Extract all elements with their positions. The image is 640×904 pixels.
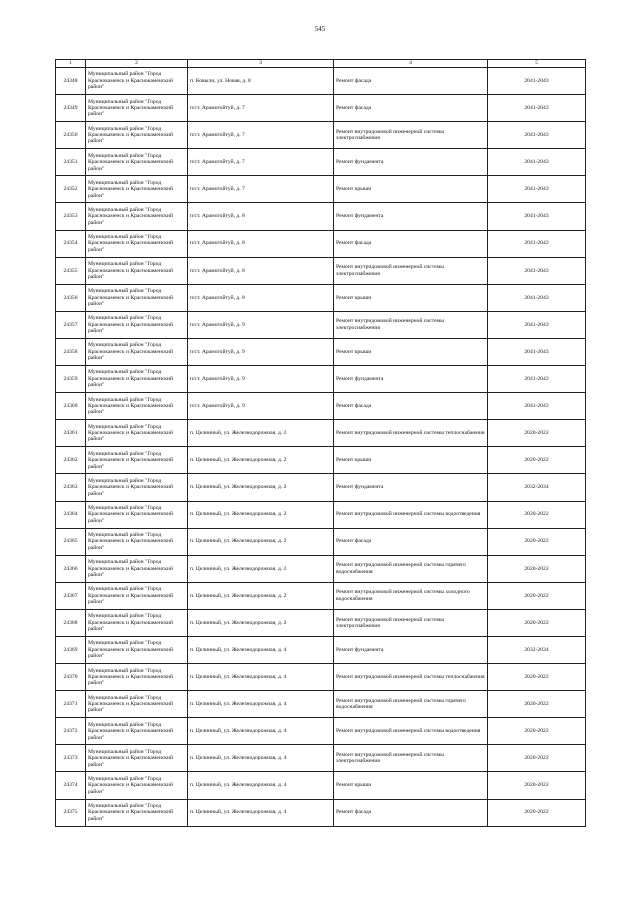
- period-cell: 2020-2022: [488, 745, 586, 772]
- address-cell: п. Целинный, ул. Железнодорожная, д. 4: [188, 745, 334, 772]
- row-number-cell: 24366: [56, 555, 86, 582]
- row-number-cell: 24375: [56, 799, 86, 826]
- registry-table: [55, 59, 586, 827]
- table-row: [56, 149, 586, 176]
- row-number-cell: 24369: [56, 636, 86, 663]
- work-type-cell: Ремонт внутридомовой инженерной системы теплоснабжения: [334, 420, 488, 447]
- header-row: [56, 60, 586, 68]
- table-row: [56, 745, 586, 772]
- row-number-cell: 24367: [56, 582, 86, 609]
- period-cell: 2020-2022: [488, 691, 586, 718]
- district-cell: Муниципальный район "Город Краснокаменск и Краснокаменский район": [86, 528, 188, 555]
- row-number-cell: 24368: [56, 609, 86, 636]
- table-header: [56, 60, 586, 68]
- work-type-cell: Ремонт крыши: [334, 284, 488, 311]
- row-number-cell: 24351: [56, 149, 86, 176]
- address-cell: п/ст. Арамогойтуй, д. 8: [188, 203, 334, 230]
- work-type-cell: Ремонт крыши: [334, 447, 488, 474]
- district-cell: Муниципальный район "Город Краснокаменск и Краснокаменский район": [86, 149, 188, 176]
- address-cell: п. Целинный, ул. Железнодорожная, д. 4: [188, 799, 334, 826]
- address-cell: п. Целинный, ул. Железнодорожная, д. 2: [188, 447, 334, 474]
- period-cell: 2041-2043: [488, 95, 586, 122]
- row-number-cell: 24355: [56, 257, 86, 284]
- district-cell: Муниципальный район "Город Краснокаменск и Краснокаменский район": [86, 284, 188, 311]
- period-cell: 2041-2043: [488, 284, 586, 311]
- work-type-cell: Ремонт внутридомовой инженерной системы горячего водоснабжения: [334, 691, 488, 718]
- work-type-cell: Ремонт внутридомовой инженерной системы водоотведения: [334, 718, 488, 745]
- table-row: [56, 555, 586, 582]
- district-cell: Муниципальный район "Город Краснокаменск и Краснокаменский район": [86, 366, 188, 393]
- address-cell: п/ст. Арамогойтуй, д. 7: [188, 122, 334, 149]
- table-row: [56, 636, 586, 663]
- header-col-2: 2: [86, 60, 188, 68]
- address-cell: п. Целинный, ул. Железнодорожная, д. 2: [188, 474, 334, 501]
- district-cell: Муниципальный район "Город Краснокаменск и Краснокаменский район": [86, 474, 188, 501]
- period-cell: 2020-2022: [488, 799, 586, 826]
- table-row: [56, 772, 586, 799]
- district-cell: Муниципальный район "Город Краснокаменск и Краснокаменский район": [86, 691, 188, 718]
- district-cell: Муниципальный район "Город Краснокаменск и Краснокаменский район": [86, 203, 188, 230]
- table-row: [56, 203, 586, 230]
- address-cell: п. Целинный, ул. Железнодорожная, д. 2: [188, 609, 334, 636]
- district-cell: Муниципальный район "Город Краснокаменск и Краснокаменский район": [86, 745, 188, 772]
- row-number-cell: 24370: [56, 664, 86, 691]
- table-row: [56, 284, 586, 311]
- work-type-cell: Ремонт внутридомовой инженерной системы теплоснабжения: [334, 664, 488, 691]
- work-type-cell: Ремонт внутридомовой инженерной системы водоотведения: [334, 501, 488, 528]
- period-cell: 2041-2043: [488, 230, 586, 257]
- period-cell: 2020-2022: [488, 528, 586, 555]
- row-number-cell: 24350: [56, 122, 86, 149]
- period-cell: 2041-2043: [488, 366, 586, 393]
- district-cell: Муниципальный район "Город Краснокаменск и Краснокаменский район": [86, 555, 188, 582]
- work-type-cell: Ремонт внутридомовой инженерной системы электроснабжения: [334, 257, 488, 284]
- row-number-cell: 24352: [56, 176, 86, 203]
- address-cell: п. Целинный, ул. Железнодорожная, д. 2: [188, 420, 334, 447]
- table-row: [56, 718, 586, 745]
- period-cell: 2020-2022: [488, 718, 586, 745]
- address-cell: п. Целинный, ул. Железнодорожная, д. 4: [188, 718, 334, 745]
- work-type-cell: Ремонт внутридомовой инженерной системы электроснабжения: [334, 609, 488, 636]
- address-cell: п. Целинный, ул. Железнодорожная, д. 4: [188, 636, 334, 663]
- row-number-cell: 24358: [56, 338, 86, 365]
- period-cell: 2020-2022: [488, 420, 586, 447]
- period-cell: 2032-2034: [488, 474, 586, 501]
- period-cell: 2041-2043: [488, 338, 586, 365]
- work-type-cell: Ремонт крыши: [334, 338, 488, 365]
- address-cell: п. Целинный, ул. Железнодорожная, д. 2: [188, 555, 334, 582]
- table-row: [56, 799, 586, 826]
- header-col-5: 5: [488, 60, 586, 68]
- row-number-cell: 24361: [56, 420, 86, 447]
- period-cell: 2041-2043: [488, 257, 586, 284]
- row-number-cell: 24365: [56, 528, 86, 555]
- work-type-cell: Ремонт внутридомовой инженерной системы холодного водоснабжения: [334, 582, 488, 609]
- table-row: [56, 582, 586, 609]
- address-cell: п/ст. Арамогойтуй, д. 9: [188, 393, 334, 420]
- district-cell: Муниципальный район "Город Краснокаменск и Краснокаменский район": [86, 311, 188, 338]
- work-type-cell: Ремонт фасада: [334, 393, 488, 420]
- row-number-cell: 24362: [56, 447, 86, 474]
- row-number-cell: 24348: [56, 68, 86, 95]
- row-number-cell: 24374: [56, 772, 86, 799]
- work-type-cell: Ремонт фасада: [334, 95, 488, 122]
- work-type-cell: Ремонт фасада: [334, 799, 488, 826]
- row-number-cell: 24356: [56, 284, 86, 311]
- district-cell: Муниципальный район "Город Краснокаменск и Краснокаменский район": [86, 176, 188, 203]
- work-type-cell: Ремонт крыши: [334, 176, 488, 203]
- period-cell: 2020-2022: [488, 582, 586, 609]
- period-cell: 2041-2043: [488, 149, 586, 176]
- table-row: [56, 528, 586, 555]
- period-cell: 2041-2043: [488, 68, 586, 95]
- address-cell: п/ст. Арамогойтуй, д. 7: [188, 176, 334, 203]
- row-number-cell: 24354: [56, 230, 86, 257]
- table-row: [56, 501, 586, 528]
- period-cell: 2041-2043: [488, 176, 586, 203]
- table-row: [56, 230, 586, 257]
- row-number-cell: 24360: [56, 393, 86, 420]
- row-number-cell: 24372: [56, 718, 86, 745]
- district-cell: Муниципальный район "Город Краснокаменск и Краснокаменский район": [86, 230, 188, 257]
- district-cell: Муниципальный район "Город Краснокаменск и Краснокаменский район": [86, 68, 188, 95]
- work-type-cell: Ремонт крыши: [334, 772, 488, 799]
- address-cell: п. Целинный, ул. Железнодорожная, д. 4: [188, 664, 334, 691]
- header-col-4: 4: [334, 60, 488, 68]
- table-row: [56, 393, 586, 420]
- row-number-cell: 24371: [56, 691, 86, 718]
- row-number-cell: 24359: [56, 366, 86, 393]
- period-cell: 2041-2043: [488, 203, 586, 230]
- address-cell: п/ст. Арамогойтуй, д. 9: [188, 338, 334, 365]
- period-cell: 2041-2043: [488, 393, 586, 420]
- period-cell: 2041-2043: [488, 311, 586, 338]
- row-number-cell: 24349: [56, 95, 86, 122]
- address-cell: п. Целинный, ул. Железнодорожная, д. 2: [188, 501, 334, 528]
- work-type-cell: Ремонт фундамента: [334, 203, 488, 230]
- district-cell: Муниципальный район "Город Краснокаменск и Краснокаменский район": [86, 609, 188, 636]
- address-cell: п/ст. Арамогойтуй, д. 7: [188, 149, 334, 176]
- table-row: [56, 311, 586, 338]
- table-body: [56, 68, 586, 827]
- district-cell: Муниципальный район "Город Краснокаменск и Краснокаменский район": [86, 447, 188, 474]
- district-cell: Муниципальный район "Город Краснокаменск и Краснокаменский район": [86, 95, 188, 122]
- table-row: [56, 122, 586, 149]
- row-number-cell: 24364: [56, 501, 86, 528]
- work-type-cell: Ремонт внутридомовой инженерной системы электроснабжения: [334, 311, 488, 338]
- district-cell: Муниципальный район "Город Краснокаменск и Краснокаменский район": [86, 636, 188, 663]
- table-row: [56, 68, 586, 95]
- district-cell: Муниципальный район "Город Краснокаменск и Краснокаменский район": [86, 257, 188, 284]
- row-number-cell: 24357: [56, 311, 86, 338]
- address-cell: п/ст. Арамогойтуй, д. 8: [188, 284, 334, 311]
- address-cell: п/ст. Арамогойтуй, д. 7: [188, 95, 334, 122]
- period-cell: 2020-2022: [488, 555, 586, 582]
- header-col-3: 3: [188, 60, 334, 68]
- table-row: [56, 664, 586, 691]
- work-type-cell: Ремонт фундамента: [334, 474, 488, 501]
- period-cell: 2020-2022: [488, 772, 586, 799]
- table-row: [56, 691, 586, 718]
- address-cell: п. Ковыли, ул. Новая, д. 8: [188, 68, 334, 95]
- work-type-cell: Ремонт фасада: [334, 230, 488, 257]
- table-row: [56, 420, 586, 447]
- district-cell: Муниципальный район "Город Краснокаменск и Краснокаменский район": [86, 122, 188, 149]
- period-cell: 2041-2043: [488, 122, 586, 149]
- district-cell: Муниципальный район "Город Краснокаменск и Краснокаменский район": [86, 582, 188, 609]
- work-type-cell: Ремонт фасада: [334, 528, 488, 555]
- district-cell: Муниципальный район "Город Краснокаменск и Краснокаменский район": [86, 772, 188, 799]
- work-type-cell: Ремонт внутридомовой инженерной системы электроснабжения: [334, 745, 488, 772]
- address-cell: п/ст. Арамогойтуй, д. 8: [188, 230, 334, 257]
- row-number-cell: 24373: [56, 745, 86, 772]
- work-type-cell: Ремонт фундамента: [334, 366, 488, 393]
- work-type-cell: Ремонт фасада: [334, 68, 488, 95]
- period-cell: 2032-2034: [488, 636, 586, 663]
- table-row: [56, 95, 586, 122]
- address-cell: п/ст. Арамогойтуй, д. 9: [188, 311, 334, 338]
- district-cell: Муниципальный район "Город Краснокаменск и Краснокаменский район": [86, 393, 188, 420]
- table-row: [56, 447, 586, 474]
- table-row: [56, 257, 586, 284]
- period-cell: 2020-2022: [488, 447, 586, 474]
- district-cell: Муниципальный район "Город Краснокаменск и Краснокаменский район": [86, 338, 188, 365]
- table-row: [56, 474, 586, 501]
- table-row: [56, 176, 586, 203]
- period-cell: 2020-2022: [488, 664, 586, 691]
- address-cell: п. Целинный, ул. Железнодорожная, д. 4: [188, 772, 334, 799]
- address-cell: п. Целинный, ул. Железнодорожная, д. 2: [188, 528, 334, 555]
- work-type-cell: Ремонт внутридомовой инженерной системы электроснабжения: [334, 122, 488, 149]
- table-row: [56, 338, 586, 365]
- district-cell: Муниципальный район "Город Краснокаменск и Краснокаменский район": [86, 718, 188, 745]
- work-type-cell: Ремонт внутридомовой инженерной системы горячего водоснабжения: [334, 555, 488, 582]
- row-number-cell: 24363: [56, 474, 86, 501]
- period-cell: 2020-2022: [488, 501, 586, 528]
- district-cell: Муниципальный район "Город Краснокаменск и Краснокаменский район": [86, 501, 188, 528]
- page-number: 545: [314, 25, 326, 33]
- work-type-cell: Ремонт фундамента: [334, 636, 488, 663]
- district-cell: Муниципальный район "Город Краснокаменск и Краснокаменский район": [86, 664, 188, 691]
- district-cell: Муниципальный район "Город Краснокаменск и Краснокаменский район": [86, 799, 188, 826]
- table-row: [56, 609, 586, 636]
- table-row: [56, 366, 586, 393]
- district-cell: Муниципальный район "Город Краснокаменск и Краснокаменский район": [86, 420, 188, 447]
- address-cell: п/ст. Арамогойтуй, д. 8: [188, 257, 334, 284]
- work-type-cell: Ремонт фундамента: [334, 149, 488, 176]
- address-cell: п. Целинный, ул. Железнодорожная, д. 2: [188, 582, 334, 609]
- row-number-cell: 24353: [56, 203, 86, 230]
- period-cell: 2020-2022: [488, 609, 586, 636]
- header-col-1: 1: [56, 60, 86, 68]
- address-cell: п/ст. Арамогойтуй, д. 9: [188, 366, 334, 393]
- address-cell: п. Целинный, ул. Железнодорожная, д. 4: [188, 691, 334, 718]
